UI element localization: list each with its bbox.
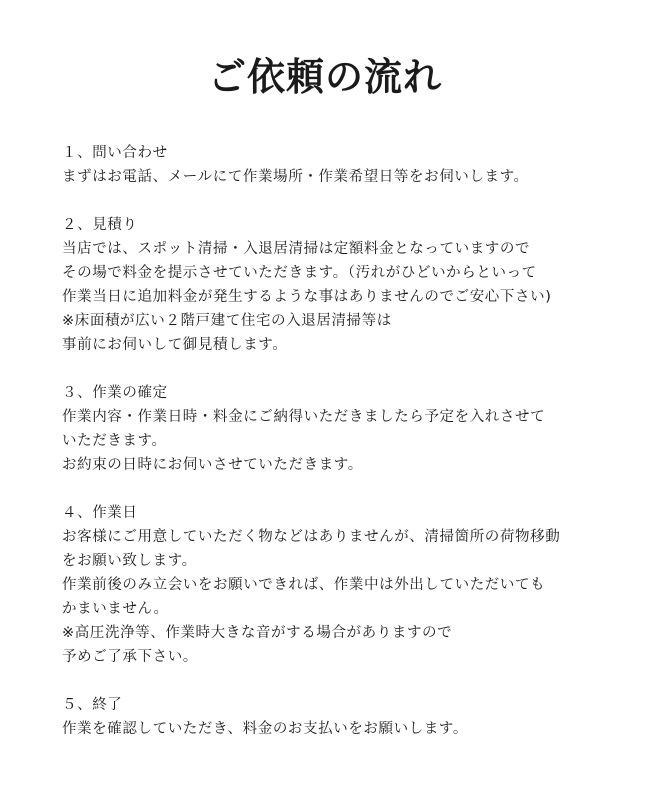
step-text-line: その場で料金を提示させていただきます。（汚れがひどいからといって (62, 265, 537, 281)
step-4-work-day (62, 501, 642, 669)
step-text-line: いただきます。 (62, 433, 167, 449)
step-5-completion (62, 693, 642, 741)
step-heading: ３、作業の確定 (62, 385, 168, 401)
step-text-line: ※床面積が広い２階戸建て住宅の入退居清掃等は (62, 313, 392, 329)
step-text-line: まずはお電話、メールにて作業場所・作業希望日等をお伺いします。 (62, 169, 529, 185)
step-text-line: 事前にお伺いして御見積します。 (62, 337, 288, 353)
step-text-line: かまいません。 (62, 601, 169, 617)
step-heading: ２、見積り (62, 217, 138, 233)
step-text-line: 作業当日に追加料金が発生するような事はありませんのでご安心下さい) (62, 289, 552, 305)
step-3-confirmation (62, 381, 642, 477)
step-text-line: 当店では、スポット清掃・入退居清掃は定額料金となっていますので (62, 241, 531, 257)
step-text-line: ※高圧洗浄等、作業時大きな音がする場合がありますので (62, 625, 453, 641)
step-text-line: をお願い致します。 (62, 553, 197, 569)
step-text-line: 作業前後のみ立会いをお願いできれば、作業中は外出していただいても (62, 577, 546, 593)
step-text-line: 予めご了承下さい。 (62, 649, 198, 665)
step-1-inquiry (62, 141, 642, 189)
step-2-estimate (62, 213, 642, 357)
step-text-line: お客様にご用意していただく物などはありませんが、清掃箇所の荷物移動 (62, 529, 561, 545)
step-heading: １、問い合わせ (62, 145, 168, 161)
step-text-line: 作業を確認していただき、料金のお支払いをお願いします。 (62, 721, 468, 737)
step-heading: ４、作業日 (62, 505, 138, 521)
step-text-line: 作業内容・作業日時・料金にご納得いただきましたら予定を入れさせて (62, 409, 546, 425)
step-heading: ５、終了 (62, 697, 123, 713)
page-title: ご依頼の流れ (207, 55, 442, 99)
step-text-line: お約束の日時にお伺いさせていただきます。 (62, 457, 363, 473)
flow-steps (62, 141, 642, 765)
